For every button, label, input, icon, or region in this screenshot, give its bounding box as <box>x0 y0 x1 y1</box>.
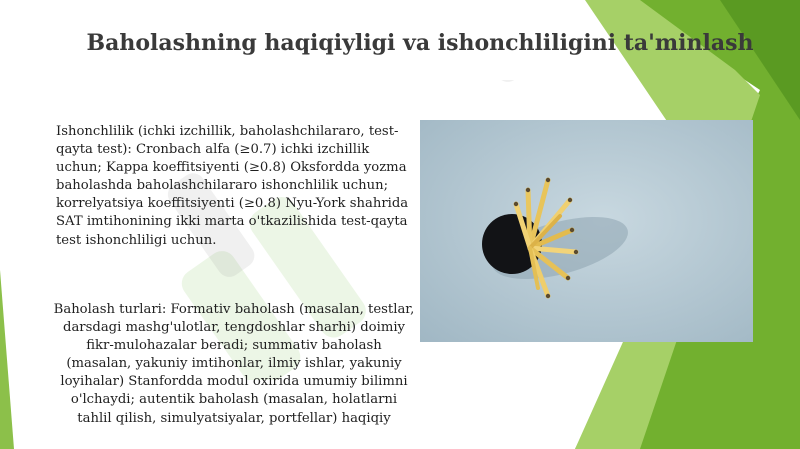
green-left-sliver <box>0 270 14 449</box>
reliability-paragraph: Ishonchlilik (ichki izchillik, baholashchilararo, test-qayta test): Cronbach alfa (≥0.7) ichki izchillik uchun; Kappa koeffitsiyenti (≥0.8) Oksfordda yozma baholashda baholashchilararo ishonchlilik uchun; korrelyatsiya koeffitsiyenti (≥0.8) Nyu-York shahrida SAT imtihonining ikki marta o'tkazilishida test-qayta test ishonchliligi uchun. <box>56 124 409 248</box>
pencils-photo <box>420 120 753 342</box>
assessment-types-paragraph: Baholash turlari: Formativ baholash (masalan, testlar, darsdagi mashg'ulotlar, tengdoshlar sharhi) doimiy fikr-mulohazalar beradi; summativ baholash (masalan, yakuniy imtihonlar, ilmiy ishlar, yakuniy loyihalar) Stanfordda modul oxirida umumiy bilimni o'lchaydi; autentik baholash (masalan, holatlarni tahlil qilish, simulyatsiyalar, portfellar) haqiqiy <box>53 302 415 426</box>
slide-title: Baholashning haqiqiyligi va ishonchliligini ta'minlash <box>86 30 754 56</box>
